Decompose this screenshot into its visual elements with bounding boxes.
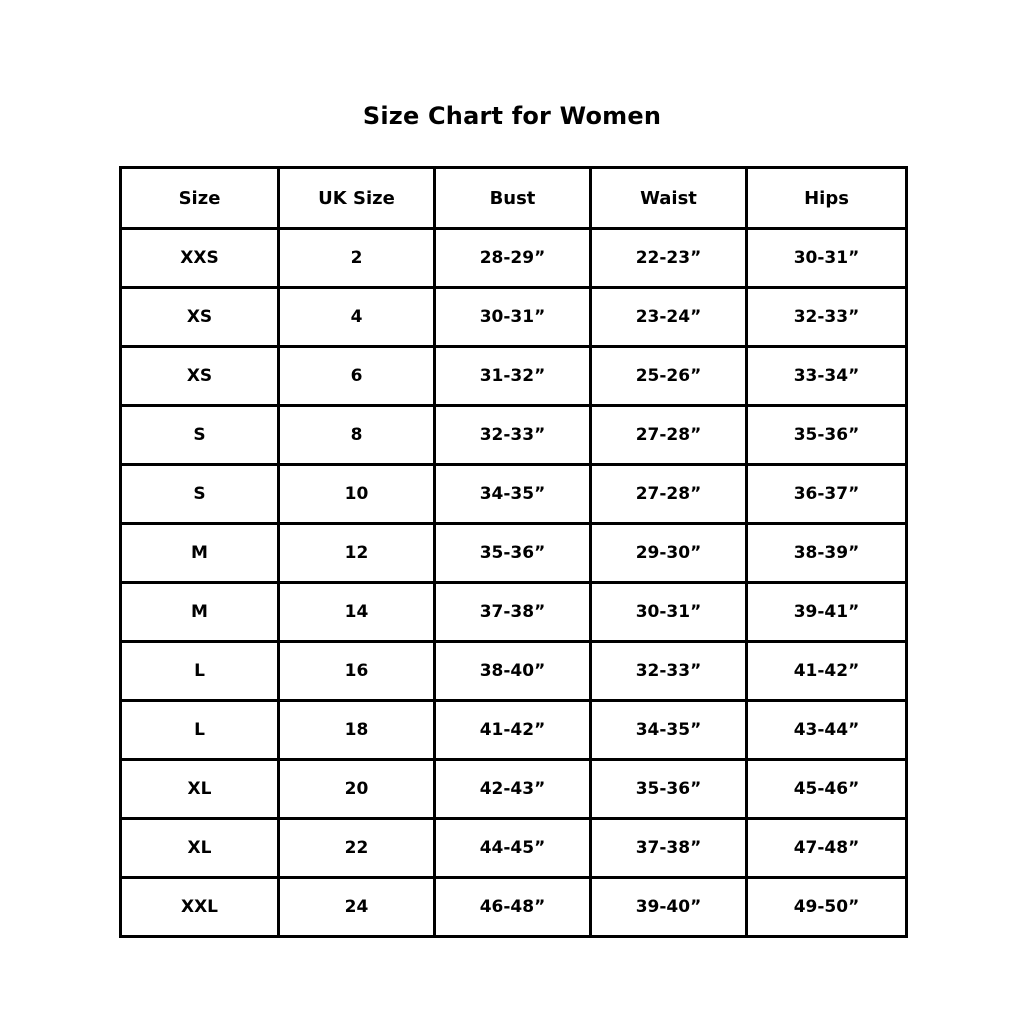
cell-bust: 30-31” (435, 288, 591, 347)
cell-hips: 49-50” (747, 878, 907, 937)
column-header-uk-size: UK Size (279, 168, 435, 229)
cell-waist: 23-24” (591, 288, 747, 347)
cell-size: S (121, 406, 279, 465)
cell-size: XL (121, 760, 279, 819)
cell-uk-size: 2 (279, 229, 435, 288)
cell-hips: 32-33” (747, 288, 907, 347)
cell-size: L (121, 642, 279, 701)
cell-size: XS (121, 347, 279, 406)
cell-hips: 35-36” (747, 406, 907, 465)
cell-size: XL (121, 819, 279, 878)
cell-waist: 29-30” (591, 524, 747, 583)
cell-bust: 44-45” (435, 819, 591, 878)
table-body (121, 229, 907, 937)
cell-size: XXS (121, 229, 279, 288)
cell-bust: 42-43” (435, 760, 591, 819)
size-chart-table (119, 166, 908, 938)
cell-waist: 34-35” (591, 701, 747, 760)
table-row (121, 406, 907, 465)
cell-bust: 34-35” (435, 465, 591, 524)
cell-hips: 38-39” (747, 524, 907, 583)
cell-hips: 33-34” (747, 347, 907, 406)
cell-hips: 39-41” (747, 583, 907, 642)
table-row (121, 642, 907, 701)
cell-uk-size: 22 (279, 819, 435, 878)
cell-hips: 41-42” (747, 642, 907, 701)
column-header-waist: Waist (591, 168, 747, 229)
cell-size: S (121, 465, 279, 524)
cell-waist: 32-33” (591, 642, 747, 701)
cell-uk-size: 20 (279, 760, 435, 819)
cell-size: XS (121, 288, 279, 347)
cell-hips: 47-48” (747, 819, 907, 878)
cell-uk-size: 6 (279, 347, 435, 406)
cell-waist: 27-28” (591, 465, 747, 524)
column-header-bust: Bust (435, 168, 591, 229)
cell-uk-size: 12 (279, 524, 435, 583)
size-chart-table-wrapper (119, 166, 905, 938)
cell-uk-size: 18 (279, 701, 435, 760)
cell-size: M (121, 524, 279, 583)
cell-size: L (121, 701, 279, 760)
table-row (121, 288, 907, 347)
cell-waist: 37-38” (591, 819, 747, 878)
cell-bust: 32-33” (435, 406, 591, 465)
table-row (121, 524, 907, 583)
cell-hips: 30-31” (747, 229, 907, 288)
table-row (121, 347, 907, 406)
column-header-size: Size (121, 168, 279, 229)
cell-waist: 22-23” (591, 229, 747, 288)
cell-waist: 25-26” (591, 347, 747, 406)
cell-waist: 39-40” (591, 878, 747, 937)
table-row (121, 229, 907, 288)
cell-bust: 31-32” (435, 347, 591, 406)
cell-waist: 30-31” (591, 583, 747, 642)
cell-uk-size: 8 (279, 406, 435, 465)
cell-hips: 45-46” (747, 760, 907, 819)
cell-bust: 28-29” (435, 229, 591, 288)
cell-uk-size: 24 (279, 878, 435, 937)
cell-bust: 35-36” (435, 524, 591, 583)
cell-bust: 46-48” (435, 878, 591, 937)
cell-uk-size: 14 (279, 583, 435, 642)
cell-bust: 41-42” (435, 701, 591, 760)
table-row (121, 583, 907, 642)
table-row (121, 760, 907, 819)
table-header (121, 168, 907, 229)
cell-uk-size: 4 (279, 288, 435, 347)
page-title: Size Chart for Women (362, 102, 662, 130)
table-header-row (121, 168, 907, 229)
table-row (121, 465, 907, 524)
cell-bust: 38-40” (435, 642, 591, 701)
cell-waist: 27-28” (591, 406, 747, 465)
cell-size: M (121, 583, 279, 642)
table-row (121, 878, 907, 937)
cell-uk-size: 16 (279, 642, 435, 701)
table-row (121, 701, 907, 760)
cell-size: XXL (121, 878, 279, 937)
cell-waist: 35-36” (591, 760, 747, 819)
cell-hips: 43-44” (747, 701, 907, 760)
column-header-hips: Hips (747, 168, 907, 229)
cell-bust: 37-38” (435, 583, 591, 642)
table-row (121, 819, 907, 878)
cell-hips: 36-37” (747, 465, 907, 524)
cell-uk-size: 10 (279, 465, 435, 524)
